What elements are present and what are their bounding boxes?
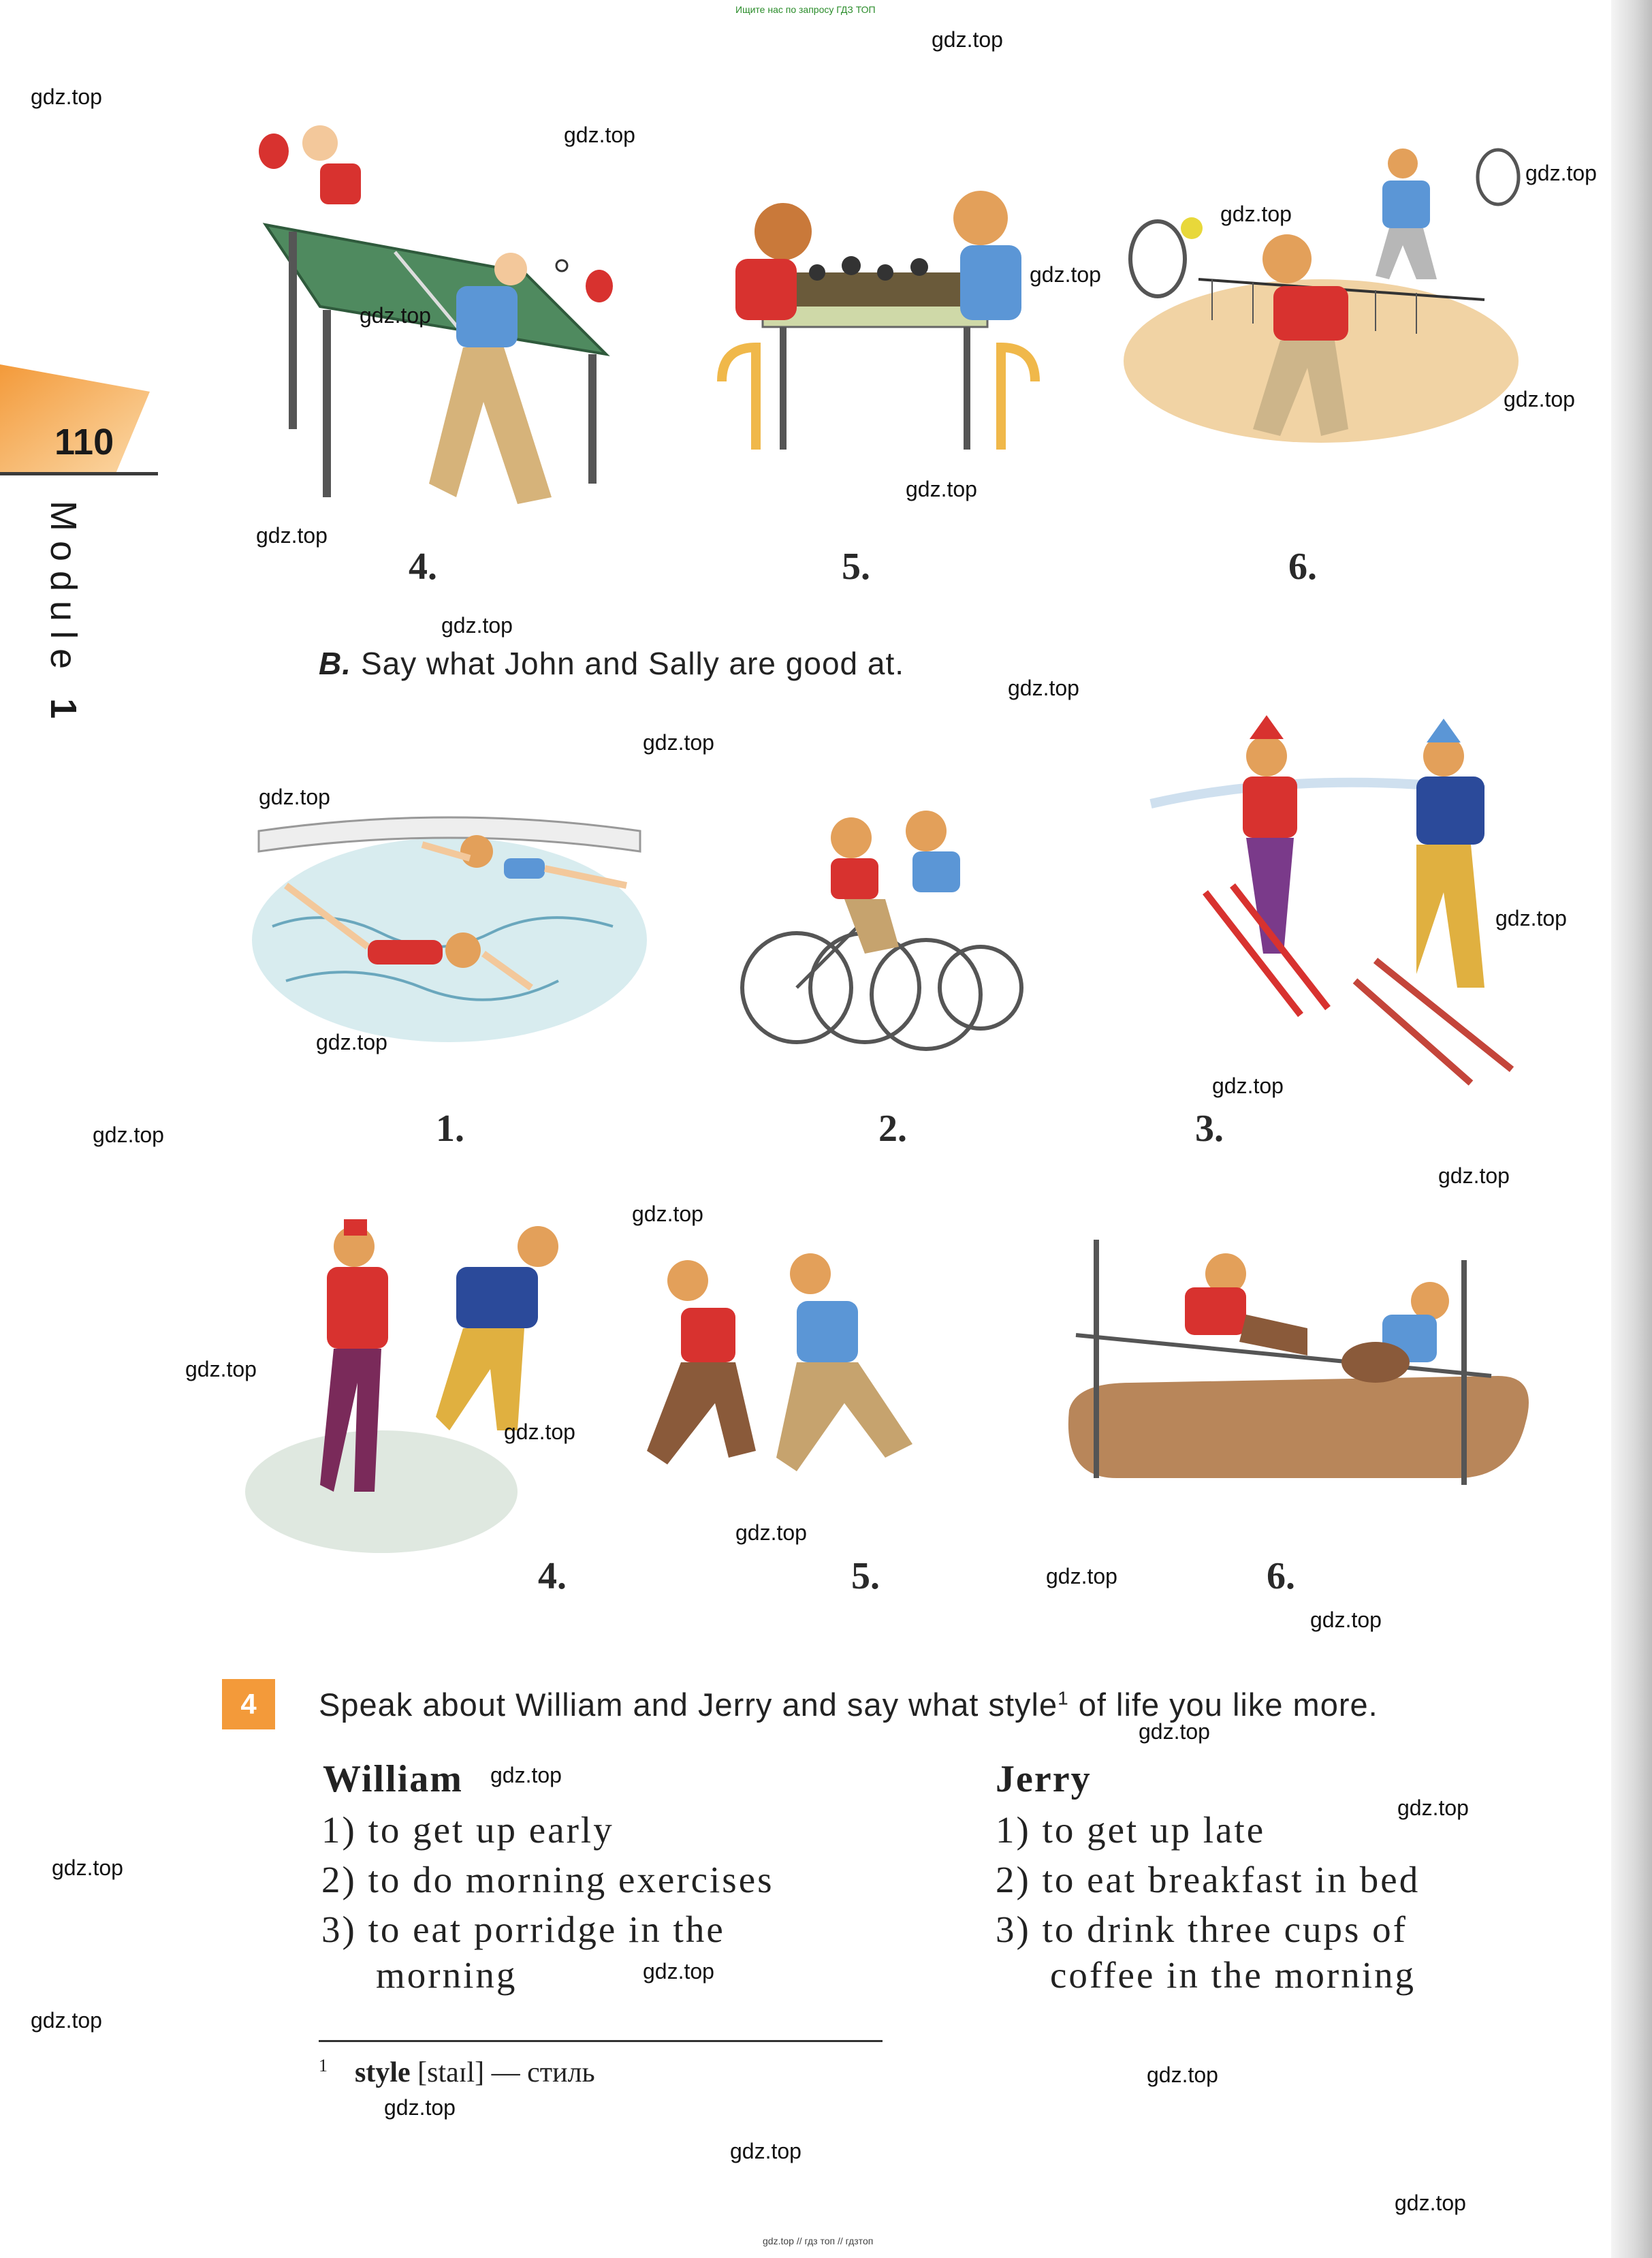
watermark: gdz.top	[490, 1763, 562, 1787]
watermark: gdz.top	[93, 1123, 164, 1147]
high-jump-illustration	[1049, 1219, 1546, 1519]
task-number-badge: 4	[222, 1679, 275, 1729]
watermark: gdz.top	[1212, 1073, 1284, 1098]
chess-illustration	[708, 177, 1049, 470]
watermark: gdz.top	[1147, 2063, 1218, 2087]
watermark: gdz.top	[1030, 262, 1101, 287]
watermark: gdz.top	[1438, 1163, 1510, 1188]
swimming-illustration	[245, 804, 654, 1056]
picture-number: 4.	[409, 546, 437, 588]
watermark: gdz.top	[384, 2095, 456, 2120]
william-heading: William	[323, 1758, 463, 1800]
skiing-illustration	[1130, 715, 1539, 1110]
picture-number: 5.	[842, 546, 870, 588]
watermark: gdz.top	[1504, 387, 1575, 411]
watermark: gdz.top	[1220, 202, 1292, 226]
watermark: gdz.top	[259, 785, 330, 809]
page-number: 110	[54, 422, 114, 462]
running-illustration	[640, 1246, 994, 1533]
footnote-rule	[319, 2040, 883, 2042]
watermark: gdz.top	[1495, 906, 1567, 930]
watermark: gdz.top	[360, 303, 431, 328]
jerry-heading: Jerry	[996, 1758, 1092, 1800]
skating-illustration	[245, 1206, 626, 1560]
watermark: gdz.top	[1525, 161, 1597, 185]
footnote: $^1$ style [staɪl] — стиль	[319, 2056, 595, 2088]
watermark: gdz.top	[906, 477, 977, 501]
jerry-item: 1) to get up late	[996, 1809, 1266, 1851]
picture-number: 5.	[851, 1555, 880, 1597]
task-4-instruction: Speak about William and Jerry and say what style$^1$ of life you like more.	[319, 1687, 1378, 1723]
watermark: gdz.top	[932, 27, 1003, 52]
watermark: gdz.top	[1310, 1608, 1382, 1632]
watermark: gdz.top	[31, 84, 102, 109]
watermark: gdz.top	[1139, 1719, 1210, 1744]
tennis-illustration	[1103, 143, 1539, 484]
watermark: gdz.top	[1397, 1796, 1469, 1820]
watermark: gdz.top	[52, 1855, 123, 1880]
jerry-item: 2) to eat breakfast in bed	[996, 1859, 1420, 1900]
picture-number: 2.	[878, 1108, 907, 1150]
william-item: 3) to eat porridge in the	[321, 1909, 725, 1950]
watermark: gdz.top	[504, 1420, 575, 1444]
picture-number: 1.	[436, 1108, 464, 1150]
watermark: gdz.top	[1395, 2191, 1466, 2215]
watermark: gdz.top	[643, 730, 714, 755]
watermark: gdz.top	[441, 613, 513, 638]
jerry-item: 3) to drink three cups of	[996, 1909, 1408, 1950]
picture-number: 6.	[1288, 546, 1317, 588]
picture-number: 3.	[1195, 1108, 1224, 1150]
watermark: gdz.top	[256, 523, 328, 548]
picture-number: 4.	[538, 1555, 567, 1597]
top-note: Ищите нас по запросу ГДЗ ТОП	[735, 4, 876, 15]
picture-number: 6.	[1267, 1555, 1295, 1597]
watermark: gdz.top	[735, 1520, 807, 1545]
page-edge-shadow	[1611, 0, 1652, 2258]
watermark: gdz.top	[564, 123, 635, 147]
watermark: gdz.top	[632, 1202, 703, 1226]
watermark: gdz.top	[643, 1959, 714, 1983]
watermark: gdz.top	[730, 2139, 801, 2163]
task-b-instruction: B. Say what John and Sally are good at.	[319, 646, 905, 681]
page-number-rule	[0, 472, 158, 475]
cycling-illustration	[729, 783, 1028, 1069]
watermark: gdz.top	[185, 1357, 257, 1381]
watermark: gdz.top	[316, 1030, 387, 1054]
william-item: 1) to get up early	[321, 1809, 614, 1851]
watermark: gdz.top	[1046, 1564, 1117, 1588]
bottom-note: gdz.top // гдз топ // гдзтоп	[763, 2236, 874, 2246]
watermark: gdz.top	[1008, 676, 1079, 700]
william-item: morning	[376, 1954, 518, 1996]
jerry-item: coffee in the morning	[1050, 1954, 1416, 1996]
william-item: 2) to do morning exercises	[321, 1859, 774, 1900]
watermark: gdz.top	[31, 2008, 102, 2033]
module-label: Module 1	[43, 501, 84, 729]
